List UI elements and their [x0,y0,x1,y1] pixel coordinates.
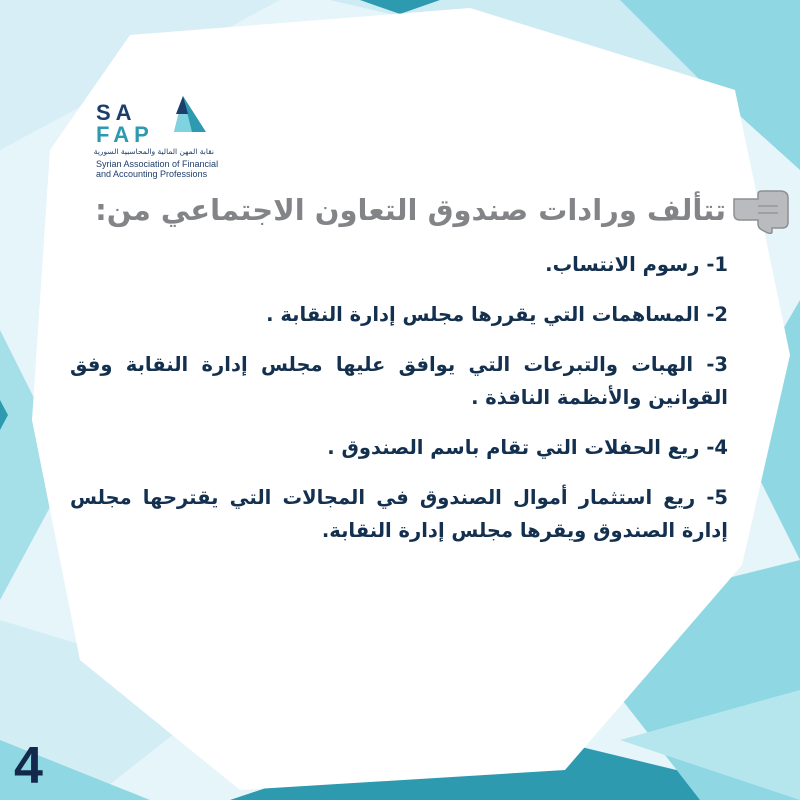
logo-arabic-name: نقابة المهن المالية والمحاسبية السورية [93,147,214,156]
logo-english-line1: Syrian Association of Financial [96,159,219,169]
logo-acronym-line2: FAP [96,122,154,147]
logo-english-name [96,159,226,179]
items-list [70,248,728,564]
list-item-3: 3- الهبات والتبرعات التي يوافق عليها مجلس إدارة النقابة وفق القوانين والأنظمة النافذة . [70,353,728,409]
list-item-4: 4- ريع الحفلات التي تقام باسم الصندوق . [327,436,728,459]
pointing-hand-icon [730,190,792,234]
page-title: تتألف ورادات صندوق التعاون الاجتماعي من: [95,193,726,227]
page-number: 4 [14,737,43,795]
list-item-2: 2- المساهمات التي يقررها مجلس إدارة النقابة . [266,303,728,326]
hand-shape [734,191,788,233]
logo-english-line2: and Accounting Professions [96,169,208,179]
logo-acronym-line1: SA [96,100,137,125]
list-item-5: 5- ريع استثمار أموال الصندوق في المجالات التي يقترحها مجلس إدارة الصندوق ويقرها مجلس إدارة النقابة. [70,486,728,542]
list-item-1: 1- رسوم الانتساب. [545,253,728,276]
